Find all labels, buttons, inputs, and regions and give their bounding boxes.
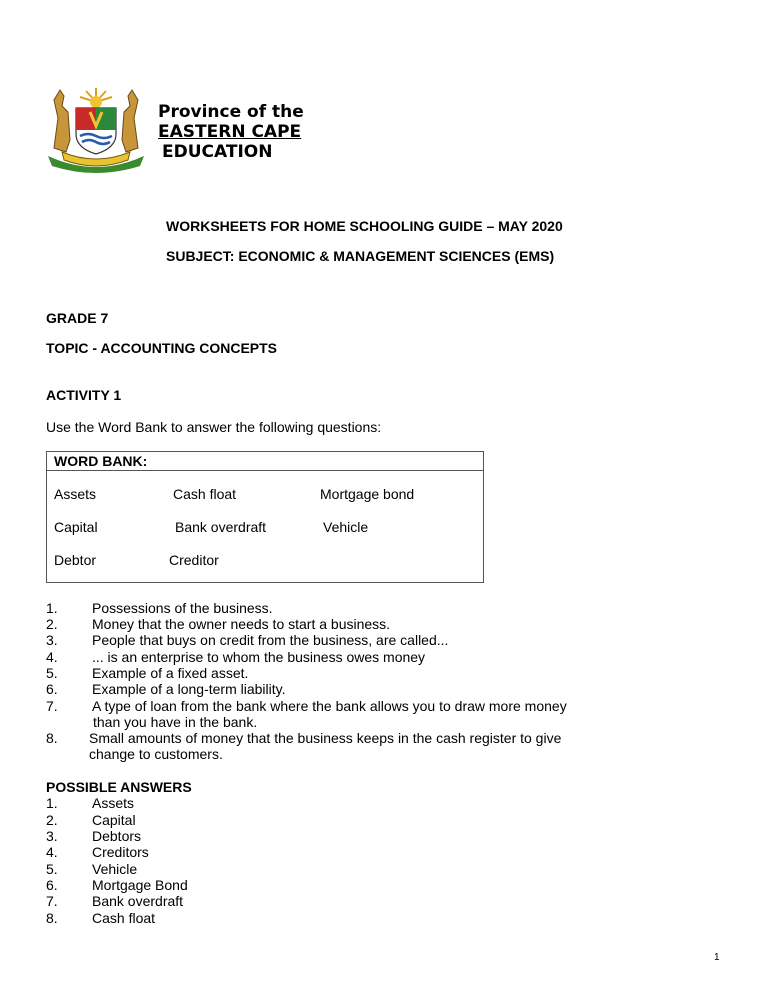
province-line-3: EDUCATION [162,142,273,162]
answer-number: 1. [46,795,58,811]
answer-number: 7. [46,893,58,909]
question-number: 1. [46,600,58,616]
question-number: 7. [46,698,58,714]
answer-number: 5. [46,861,58,877]
answer-number: 4. [46,844,58,860]
topic-heading: TOPIC - ACCOUNTING CONCEPTS [46,340,278,356]
question-number: 6. [46,681,58,697]
grade-heading: GRADE 7 [46,310,109,326]
page-number: 1 [714,952,720,963]
answer-text: Cash float [92,910,156,926]
worksheet-title: WORKSHEETS FOR HOME SCHOOLING GUIDE – MAY 2020 [166,218,563,234]
answer-text: Vehicle [92,861,138,877]
answer-number: 6. [46,877,58,893]
answer-number: 8. [46,910,58,926]
word-bank-word: Bank overdraft [175,519,267,535]
question-number: 8. [46,730,58,746]
activity-heading: ACTIVITY 1 [46,387,122,403]
question-text: Possessions of the business. [92,600,273,616]
question-text: A type of loan from the bank where the bank allows you to draw more money [92,698,567,714]
question-text: Small amounts of money that the business keeps in the cash register to give [89,730,562,746]
answer-text: Mortgage Bond [92,877,188,893]
answer-text: Assets [92,795,135,811]
word-bank-word: Capital [54,519,98,535]
word-bank-word: Debtor [54,552,97,568]
question-text: Example of a long-term liability. [92,681,286,697]
instruction-text: Use the Word Bank to answer the following questions: [46,419,382,435]
answer-number: 2. [46,812,58,828]
question-number: 5. [46,665,58,681]
question-text: People that buys on credit from the business, are called... [92,632,449,648]
question-text: ... is an enterprise to whom the business owes money [92,649,426,665]
word-bank-title: WORD BANK: [47,452,483,471]
question-text: Example of a fixed asset. [92,665,249,681]
province-header [158,102,304,162]
word-bank-word: Creditor [169,552,219,568]
eastern-cape-coat-of-arms-icon [44,82,148,174]
question-text: Money that the owner needs to start a business. [92,616,391,632]
question-number: 2. [46,616,58,632]
word-bank-box [46,451,484,583]
word-bank-word: Mortgage bond [320,486,415,502]
answer-text: Debtors [92,828,142,844]
subject-title: SUBJECT: ECONOMIC & MANAGEMENT SCIENCES (EMS) [166,248,555,264]
answers-heading: POSSIBLE ANSWERS [46,779,192,795]
word-bank-word: Cash float [173,486,237,502]
province-line-2: EASTERN CAPE [158,122,302,142]
question-text-continued: change to customers. [89,746,223,762]
province-line-1: Province of the [158,102,304,122]
answer-number: 3. [46,828,58,844]
question-text-continued: than you have in the bank. [93,714,258,730]
question-number: 4. [46,649,58,665]
question-number: 3. [46,632,58,648]
word-bank-word: Vehicle [323,519,369,535]
answer-text: Capital [92,812,136,828]
word-bank-word: Assets [54,486,97,502]
answer-text: Bank overdraft [92,893,184,909]
answer-text: Creditors [92,844,149,860]
